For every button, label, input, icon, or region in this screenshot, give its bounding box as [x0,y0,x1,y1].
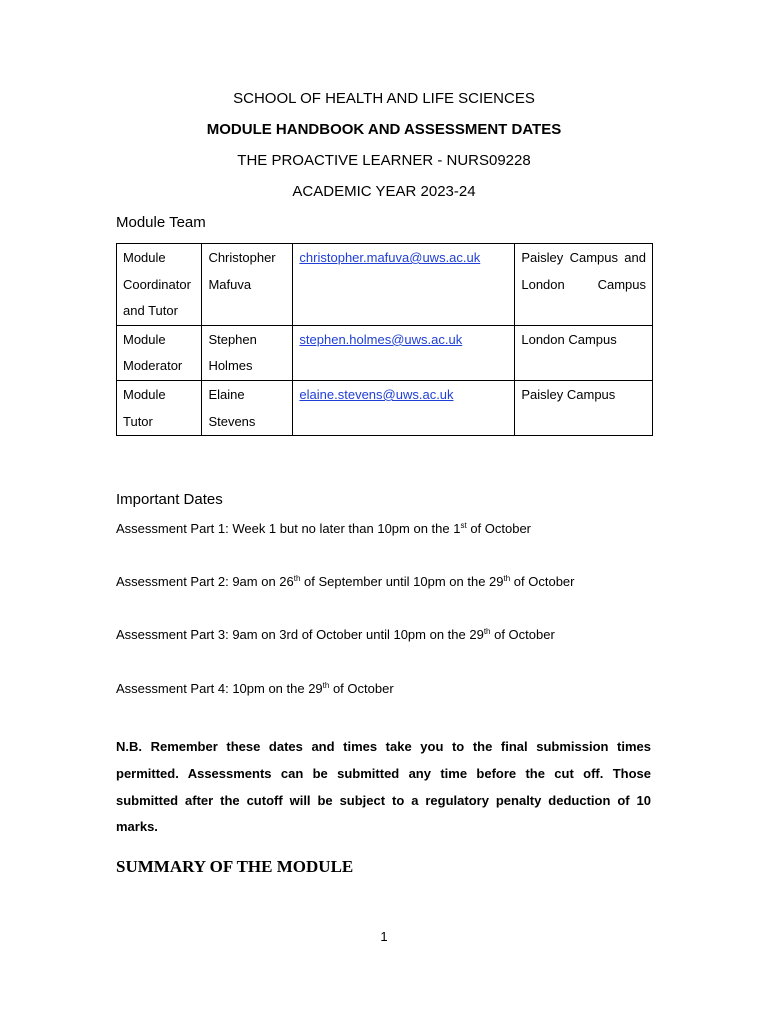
email-cell [293,244,515,326]
table-row [117,325,653,380]
name-cell: Stephen Holmes [202,325,293,380]
ordinal-suffix: st [460,521,467,530]
important-dates-title: Important Dates [116,491,223,508]
date-text: of October [510,574,575,589]
location-cell: Paisley Campus and London Campus [515,244,653,326]
date-text: Assessment Part 1: Week 1 but no later than 10pm on the 1 [116,521,461,536]
academic-year-heading: ACADEMIC YEAR 2023-24 [292,183,476,200]
name-cell: Christopher Mafuva [202,244,293,326]
summary-heading: SUMMARY OF THE MODULE [116,857,354,876]
module-heading: THE PROACTIVE LEARNER - NURS09228 [237,152,531,169]
date-text: Assessment Part 3: 9am on 3rd of October until 10pm on the 29 [116,627,484,642]
ordinal-suffix: th [503,574,511,583]
email-link[interactable]: christopher.mafuva@uws.ac.uk [299,250,481,265]
module-team-title: Module Team [116,214,206,231]
handbook-heading: MODULE HANDBOOK AND ASSESSMENT DATES [206,121,562,138]
email-link[interactable]: elaine.stevens@uws.ac.uk [299,386,454,402]
ordinal-suffix: th [483,627,491,636]
location-cell: Paisley Campus [515,380,653,435]
name-cell: Elaine Stevens [202,380,293,435]
date-text: Assessment Part 4: 10pm on the 29 [116,681,323,696]
date-text: of October [329,681,394,696]
email-cell [293,380,515,435]
location-cell: London Campus [515,325,653,380]
table-row [117,244,653,326]
role-cell: Module Moderator [117,325,202,380]
table-row [117,380,653,435]
submission-note: N.B. Remember these dates and times take you to the final submission times permitted. Assessments can be submitted any time before the cut off. Those submitted after the cutoff will be subject to a regulatory penalty deduction of 10 marks. [116,739,651,835]
role-cell: Module Coordinator and Tutor [117,244,202,326]
assessment-part-4 [116,680,394,698]
date-text: of September until 10pm on the 29 [300,574,504,589]
ordinal-suffix: th [322,681,330,690]
date-text: Assessment Part 2: 9am on 26 [116,574,294,589]
ordinal-suffix: th [293,574,301,583]
email-cell [293,325,515,380]
assessment-part-3 [116,626,555,644]
assessment-part-1 [116,520,531,538]
date-text: of October [466,521,532,536]
date-text: of October [490,627,555,642]
page-number: 1 [380,929,388,944]
module-team-table [116,243,653,436]
school-heading: SCHOOL OF HEALTH AND LIFE SCIENCES [233,90,535,107]
email-link[interactable]: stephen.holmes@uws.ac.uk [299,331,463,347]
role-cell: Module Tutor [117,380,202,435]
assessment-part-2 [116,573,575,591]
